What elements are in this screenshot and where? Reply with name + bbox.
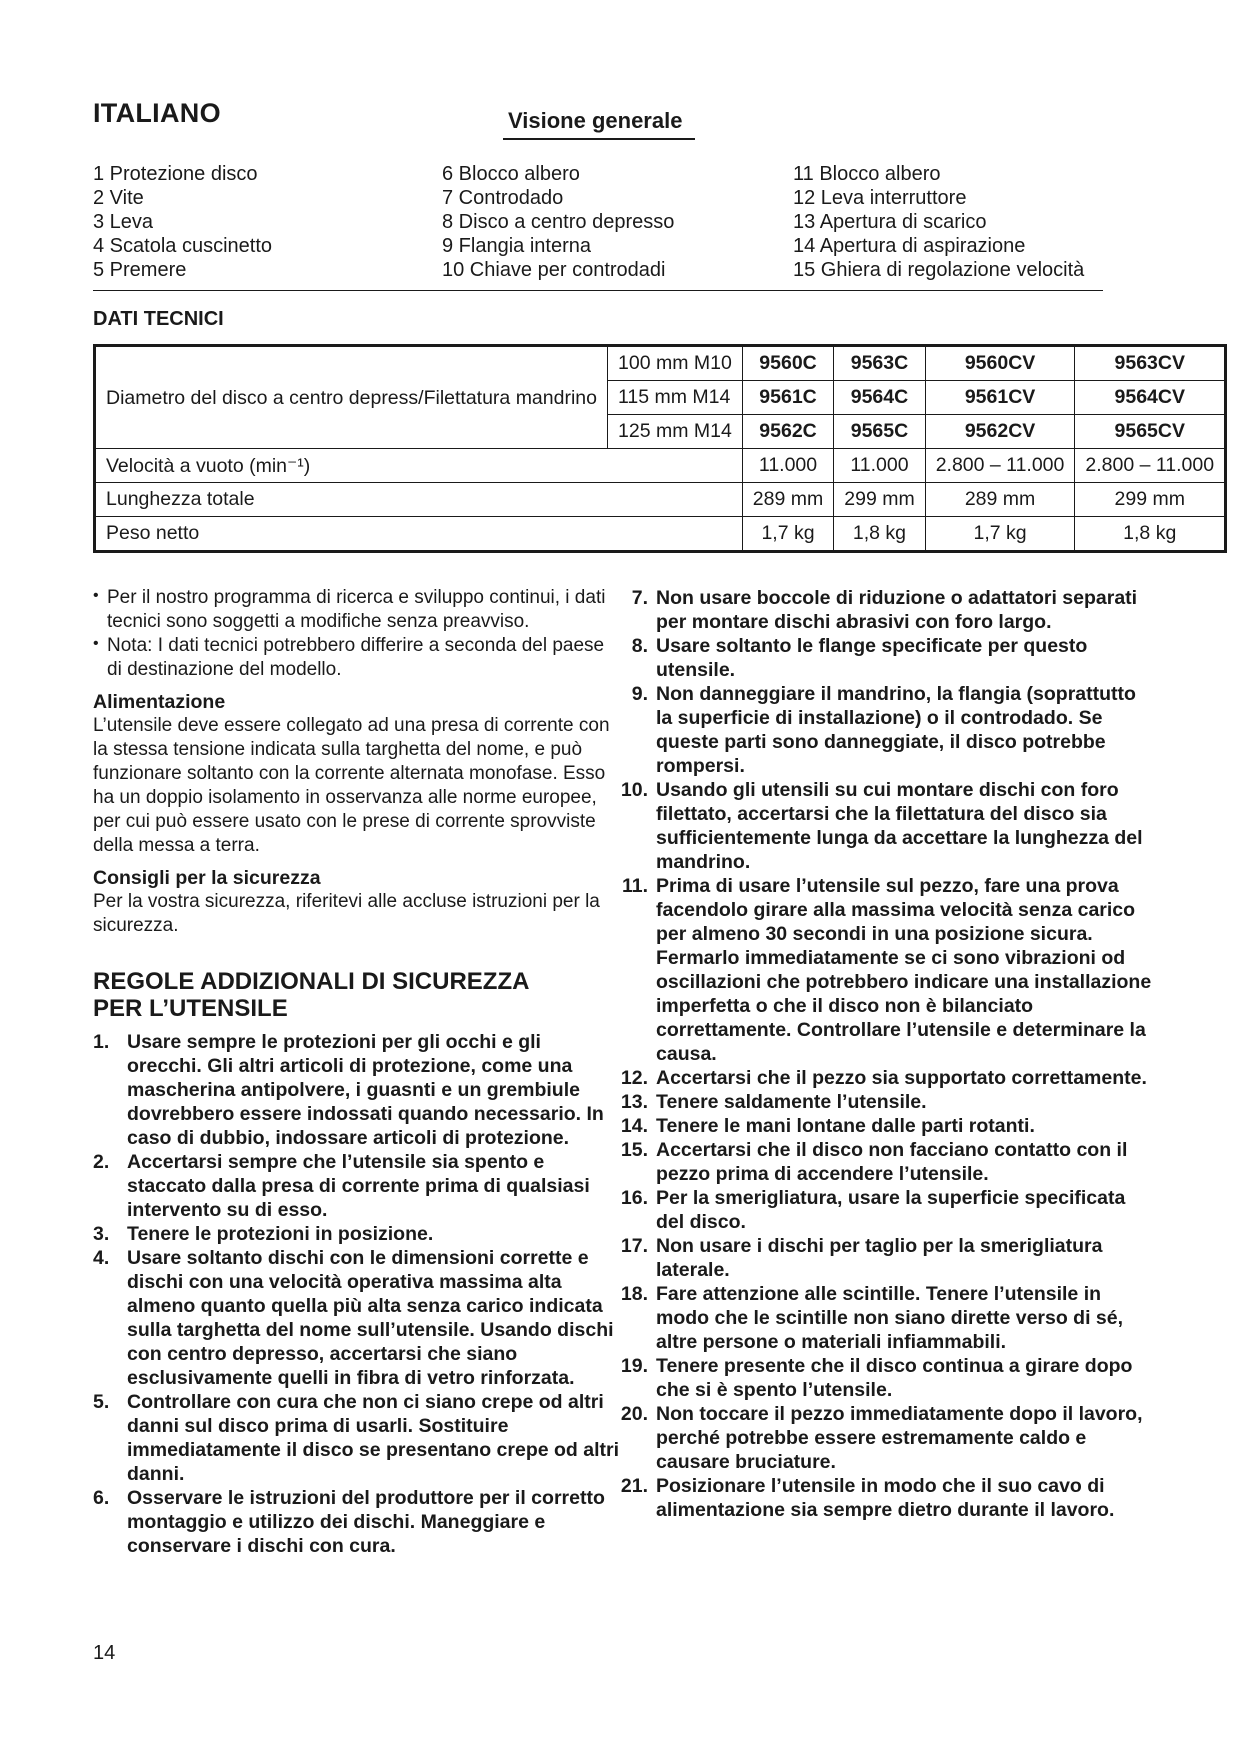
speed-value: 11.000 (742, 449, 833, 483)
specs-row-length (95, 483, 1226, 517)
specs-row-weight (95, 517, 1226, 552)
part-item: 5 Premere (93, 259, 187, 281)
speed-value: 2.800 – 11.000 (925, 449, 1075, 483)
rule-item (618, 1090, 1152, 1114)
model-cell: 9563CV (1075, 346, 1226, 381)
rule-number: 20. (620, 1403, 648, 1425)
model-cell: 9561C (742, 381, 833, 415)
part-item: 14 Apertura di aspirazione (793, 235, 1026, 257)
part-item: 6 Blocco albero (442, 163, 580, 185)
rule-item (93, 1390, 621, 1486)
part-item: 4 Scatola cuscinetto (93, 235, 272, 257)
language-heading: ITALIANO (93, 98, 221, 128)
part-item: 1 Protezione disco (93, 163, 258, 185)
spec-note: • Per il nostro programma di ricerca e sviluppo continui, i dati tecnici sono soggetti a modifiche senza preavviso. (93, 586, 621, 634)
model-cell: 9560CV (925, 346, 1075, 381)
rule-text: Fare attenzione alle scintille. Tenere l’utensile in modo che le scintille non siano dirette verso di sé, altre persone o materiali infiammabili. (656, 1283, 1124, 1353)
weight-value: 1,7 kg (925, 517, 1075, 552)
rule-item (618, 778, 1152, 874)
rule-number: 10. (620, 779, 648, 801)
disc-size: 100 mm M10 (608, 346, 743, 381)
rule-text: Osservare le istruzioni del produttore per il corretto montaggio e utilizzo dei dischi. Maneggiare e conservare i dischi con cura. (127, 1487, 605, 1557)
rule-item (618, 1066, 1152, 1090)
disc-diameter-label: Diametro del disco a centro depress/Filettatura mandrino (95, 346, 608, 449)
rule-number: 4. (93, 1247, 110, 1269)
rule-text: Posizionare l’utensile in modo che il suo cavo di alimentazione sia sempre dietro durante il lavoro. (656, 1475, 1115, 1521)
parts-list-column-3 (793, 162, 1084, 282)
rule-text: Usando gli utensili su cui montare dischi con foro filettato, accertarsi che la filettatura del disco sia sufficientemente lunga da accettare la lunghezza del mandrino. (656, 779, 1143, 873)
rule-item (93, 1222, 621, 1246)
part-item: 9 Flangia interna (442, 235, 591, 257)
rule-item (618, 1114, 1152, 1138)
rule-text: Tenere saldamente l’utensile. (656, 1091, 927, 1113)
rule-number: 13. (620, 1091, 648, 1113)
rule-item (618, 874, 1152, 1066)
overview-underline (503, 138, 695, 140)
rule-number: 15. (620, 1139, 648, 1161)
rule-item (618, 1474, 1152, 1522)
rule-number: 14. (620, 1115, 648, 1137)
rule-item (93, 1030, 621, 1150)
weight-label: Peso netto (95, 517, 743, 552)
page-number: 14 (93, 1642, 116, 1664)
speed-value: 2.800 – 11.000 (1075, 449, 1226, 483)
rule-item (618, 1354, 1152, 1402)
part-item: 3 Leva (93, 211, 154, 233)
rule-text: Tenere le mani lontane dalle parti rotanti. (656, 1115, 1035, 1137)
rule-text: Non usare i dischi per taglio per la smerigliatura laterale. (656, 1235, 1103, 1281)
model-cell: 9561CV (925, 381, 1075, 415)
length-value: 289 mm (742, 483, 833, 517)
disc-size: 125 mm M14 (608, 415, 743, 449)
disc-size: 115 mm M14 (608, 381, 743, 415)
part-item: 15 Ghiera di regolazione velocità (793, 259, 1085, 281)
model-cell: 9564CV (1075, 381, 1226, 415)
rule-number: 3. (93, 1223, 110, 1245)
model-cell: 9562CV (925, 415, 1075, 449)
length-label: Lunghezza totale (95, 483, 743, 517)
safety-text: Per la vostra sicurezza, riferitevi alle accluse istruzioni per la sicurezza. (93, 891, 600, 936)
overview-title: Visione generale (508, 108, 683, 133)
rule-text: Non toccare il pezzo immediatamente dopo il lavoro, perché potrebbe essere estremamente caldo e causare bruciature. (656, 1403, 1143, 1473)
rule-number: 1. (93, 1031, 110, 1053)
rule-item (618, 634, 1152, 682)
parts-list-column-1 (93, 162, 272, 282)
rule-number: 17. (620, 1235, 648, 1257)
rule-text: Accertarsi che il pezzo sia supportato correttamente. (656, 1067, 1147, 1089)
rule-number: 19. (620, 1355, 648, 1377)
safety-heading: Consigli per la sicurezza (93, 867, 321, 889)
model-cell: 9562C (742, 415, 833, 449)
rule-number: 2. (93, 1151, 110, 1173)
model-cell: 9560C (742, 346, 833, 381)
rule-item (618, 1138, 1152, 1186)
part-item: 11 Blocco albero (793, 163, 941, 185)
specs-title: DATI TECNICI (93, 308, 224, 330)
speed-value: 11.000 (834, 449, 925, 483)
rule-text: Tenere le protezioni in posizione. (127, 1223, 434, 1245)
rule-number: 5. (93, 1391, 110, 1413)
length-value: 299 mm (834, 483, 925, 517)
specs-table (93, 344, 1227, 553)
part-item: 2 Vite (93, 187, 144, 209)
left-column (93, 586, 621, 1558)
model-cell: 9565C (834, 415, 925, 449)
rule-text: Usare sempre le protezioni per gli occhi e gli orecchi. Gli altri articoli di protezione, come una mascherina antipolvere, i guasnti e un grembiule dovrebbero essere indossati quando necessario. In caso di dubbio, indossare articoli di protezione. (127, 1031, 604, 1149)
rule-item (93, 1246, 621, 1390)
rule-text: Accertarsi sempre che l’utensile sia spento e staccato dalla presa di corrente prima di qualsiasi intervento su di esso. (127, 1151, 590, 1221)
rule-item (93, 1150, 621, 1222)
parts-list-column-2 (442, 162, 674, 282)
model-cell: 9565CV (1075, 415, 1226, 449)
part-item: 8 Disco a centro depresso (442, 211, 675, 233)
rule-number: 12. (620, 1067, 648, 1089)
power-heading: Alimentazione (93, 691, 226, 713)
rule-text: Usare soltanto le flange specificate per questo utensile. (656, 635, 1088, 681)
length-value: 289 mm (925, 483, 1075, 517)
part-item: 10 Chiave per controdadi (442, 259, 666, 281)
rule-item (618, 1234, 1152, 1282)
rule-number: 11. (621, 875, 648, 897)
rule-text: Per la smerigliatura, usare la superficie specificata del disco. (656, 1187, 1126, 1233)
weight-value: 1,8 kg (1075, 517, 1226, 552)
weight-value: 1,8 kg (834, 517, 925, 552)
rules-heading-line-1: REGOLE ADDIZIONALI DI SICUREZZA (93, 968, 530, 995)
rule-item (618, 1282, 1152, 1354)
rule-item (618, 1186, 1152, 1234)
rule-number: 21. (620, 1475, 648, 1497)
rules-list-left (93, 1030, 621, 1558)
power-text: L’utensile deve essere collegato ad una presa di corrente con la stessa tensione indicata sulla targhetta del nome, e può funzionare soltanto con la corrente alternata monofase. Esso ha un doppio isolamento in osservanza alle norme europee, per cui può essere usato con le prese di corrente sprovviste della messa a terra. (93, 715, 610, 856)
specs-row-100mm (95, 346, 1226, 381)
spec-note: • Nota: I dati tecnici potrebbero differire a seconda del paese di destinazione del modello. (93, 634, 621, 682)
rule-item (618, 586, 1152, 634)
rule-number: 16. (620, 1187, 648, 1209)
additional-rules-heading (93, 968, 621, 1022)
part-item: 7 Controdado (442, 187, 564, 209)
rule-text: Tenere presente che il disco continua a girare dopo che si è spento l’utensile. (656, 1355, 1133, 1401)
part-item: 12 Leva interruttore (793, 187, 967, 209)
rule-text: Non danneggiare il mandrino, la flangia (soprattutto la superficie di installazione) o il controdado. Se queste parti sono danneggiate, il disco potrebbe rompersi. (656, 683, 1136, 777)
part-item: 13 Apertura di scarico (793, 211, 987, 233)
rules-list-right (618, 586, 1152, 1522)
rule-number: 9. (631, 683, 648, 705)
weight-value: 1,7 kg (742, 517, 833, 552)
rule-number: 18. (620, 1283, 648, 1305)
rule-text: Usare soltanto dischi con le dimensioni corrette e dischi con una velocità operativa massima alta almeno quanto quella più alta senza carico indicata sulla targhetta del nome sull’utensile. Usando dischi con centro depresso, accertarsi che siano esclusivamente quelli in fibra di vetro rinforzata. (127, 1247, 614, 1389)
rules-heading-line-2: PER L’UTENSILE (93, 995, 288, 1022)
rule-number: 6. (93, 1487, 110, 1509)
speed-label: Velocità a vuoto (min⁻¹) (95, 449, 743, 483)
model-cell: 9563C (834, 346, 925, 381)
rule-item (618, 682, 1152, 778)
rule-text: Controllare con cura che non ci siano crepe od altri danni sul disco prima di usarli. Sostituire immediatamente il disco se presentano crepe od altri danni. (127, 1391, 619, 1485)
section-divider (93, 290, 1103, 291)
rule-item (93, 1486, 621, 1558)
rule-item (618, 1402, 1152, 1474)
rule-text: Accertarsi che il disco non facciano contatto con il pezzo prima di accendere l’utensile. (656, 1139, 1128, 1185)
rule-text: Prima di usare l’utensile sul pezzo, fare una prova facendolo girare alla massima velocità senza carico per almeno 30 secondi in una posizione sicura. Fermarlo immediatamente se ci sono vibrazioni od oscillazioni che potrebbero indicare una installazione imperfetta o che il disco non è bilanciato correttamente. Controllare l’utensile e determinare la causa. (656, 875, 1152, 1065)
specs-row-speed (95, 449, 1226, 483)
rule-text: Non usare boccole di riduzione o adattatori separati per montare dischi abrasivi con foro largo. (656, 587, 1138, 633)
rule-number: 7. (631, 587, 648, 609)
length-value: 299 mm (1075, 483, 1226, 517)
rule-number: 8. (631, 635, 648, 657)
model-cell: 9564C (834, 381, 925, 415)
